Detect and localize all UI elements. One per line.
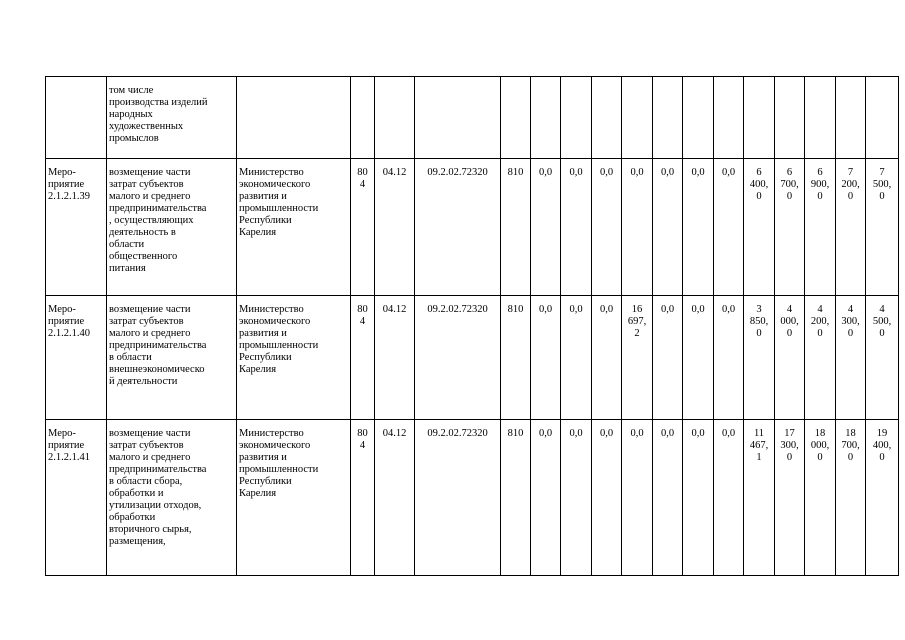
csr-cell: 09.2.02.72320 <box>415 159 501 296</box>
plan-value-cell: 18 000, 0 <box>805 420 836 576</box>
grbs-cell: 80 4 <box>351 159 375 296</box>
value-cell: 16 697, 2 <box>622 296 653 420</box>
executor-cell <box>237 77 351 159</box>
vr-cell: 810 <box>501 296 531 420</box>
grbs-cell: 80 4 <box>351 296 375 420</box>
vr-cell: 810 <box>501 159 531 296</box>
csr-cell: 09.2.02.72320 <box>415 420 501 576</box>
value-cell: 0,0 <box>561 420 592 576</box>
executor-cell: Министерство экономического развития и промышленности Республики Карелия <box>237 159 351 296</box>
plan-value-cell: 4 000, 0 <box>775 296 805 420</box>
value-cell: 0,0 <box>592 296 622 420</box>
value-cell: 0,0 <box>592 420 622 576</box>
description-cell: возмещение части затрат субъектов малого и среднего предпринимательства в области сбора, обработки и утилизации отходов, обработки вторичного сырья, размещения, <box>107 420 237 576</box>
plan-value-cell: 4 200, 0 <box>805 296 836 420</box>
empty-cell <box>415 77 501 159</box>
budget-table <box>45 76 899 576</box>
table-row <box>46 420 899 576</box>
empty-cell <box>714 77 744 159</box>
plan-value-cell: 17 300, 0 <box>775 420 805 576</box>
value-cell: 0,0 <box>531 159 561 296</box>
executor-cell: Министерство экономического развития и промышленности Республики Карелия <box>237 296 351 420</box>
value-cell: 0,0 <box>531 296 561 420</box>
description-cell: возмещение части затрат субъектов малого и среднего предпринимательства в области внешнеэкономическо й деятельности <box>107 296 237 420</box>
table-row <box>46 296 899 420</box>
empty-cell <box>622 77 653 159</box>
value-cell: 0,0 <box>653 420 683 576</box>
plan-value-cell: 4 500, 0 <box>866 296 899 420</box>
plan-value-cell: 19 400, 0 <box>866 420 899 576</box>
empty-cell <box>375 77 415 159</box>
empty-cell <box>805 77 836 159</box>
measure-id-cell: Меро- приятие 2.1.2.1.39 <box>46 159 107 296</box>
description-text: том числе производства изделий народных художественных промыслов <box>109 85 208 144</box>
table-row-continuation <box>46 77 899 159</box>
empty-cell <box>561 77 592 159</box>
measure-id-cell: Меро- приятие 2.1.2.1.41 <box>46 420 107 576</box>
plan-value-cell: 6 900, 0 <box>805 159 836 296</box>
empty-cell <box>592 77 622 159</box>
plan-value-cell: 7 500, 0 <box>866 159 899 296</box>
plan-value-cell: 3 850, 0 <box>744 296 775 420</box>
measure-id-cell: Меро- приятие 2.1.2.1.40 <box>46 296 107 420</box>
plan-value-cell: 7 200, 0 <box>836 159 866 296</box>
rzpr-cell: 04.12 <box>375 296 415 420</box>
value-cell: 0,0 <box>683 420 714 576</box>
value-cell: 0,0 <box>714 296 744 420</box>
plan-value-cell: 6 700, 0 <box>775 159 805 296</box>
value-cell: 0,0 <box>683 159 714 296</box>
plan-value-cell: 18 700, 0 <box>836 420 866 576</box>
empty-cell <box>531 77 561 159</box>
id-cell <box>46 77 107 159</box>
executor-cell: Министерство экономического развития и промышленности Республики Карелия <box>237 420 351 576</box>
empty-cell <box>744 77 775 159</box>
table-row <box>46 159 899 296</box>
rzpr-cell: 04.12 <box>375 420 415 576</box>
value-cell: 0,0 <box>714 420 744 576</box>
description-cell: возмещение части затрат субъектов малого и среднего предпринимательства , осуществляющих деятельность в области общественного питания <box>107 159 237 296</box>
value-cell: 0,0 <box>714 159 744 296</box>
value-cell: 0,0 <box>622 420 653 576</box>
value-cell: 0,0 <box>592 159 622 296</box>
value-cell: 0,0 <box>653 159 683 296</box>
empty-cell <box>501 77 531 159</box>
value-cell: 0,0 <box>561 159 592 296</box>
csr-cell: 09.2.02.72320 <box>415 296 501 420</box>
vr-cell: 810 <box>501 420 531 576</box>
empty-cell <box>775 77 805 159</box>
empty-cell <box>351 77 375 159</box>
empty-cell <box>683 77 714 159</box>
value-cell: 0,0 <box>653 296 683 420</box>
empty-cell <box>866 77 899 159</box>
plan-value-cell: 6 400, 0 <box>744 159 775 296</box>
empty-cell <box>653 77 683 159</box>
description-cell <box>107 77 237 159</box>
value-cell: 0,0 <box>683 296 714 420</box>
value-cell: 0,0 <box>622 159 653 296</box>
value-cell: 0,0 <box>561 296 592 420</box>
plan-value-cell: 11 467, 1 <box>744 420 775 576</box>
rzpr-cell: 04.12 <box>375 159 415 296</box>
plan-value-cell: 4 300, 0 <box>836 296 866 420</box>
empty-cell <box>836 77 866 159</box>
value-cell: 0,0 <box>531 420 561 576</box>
grbs-cell: 80 4 <box>351 420 375 576</box>
